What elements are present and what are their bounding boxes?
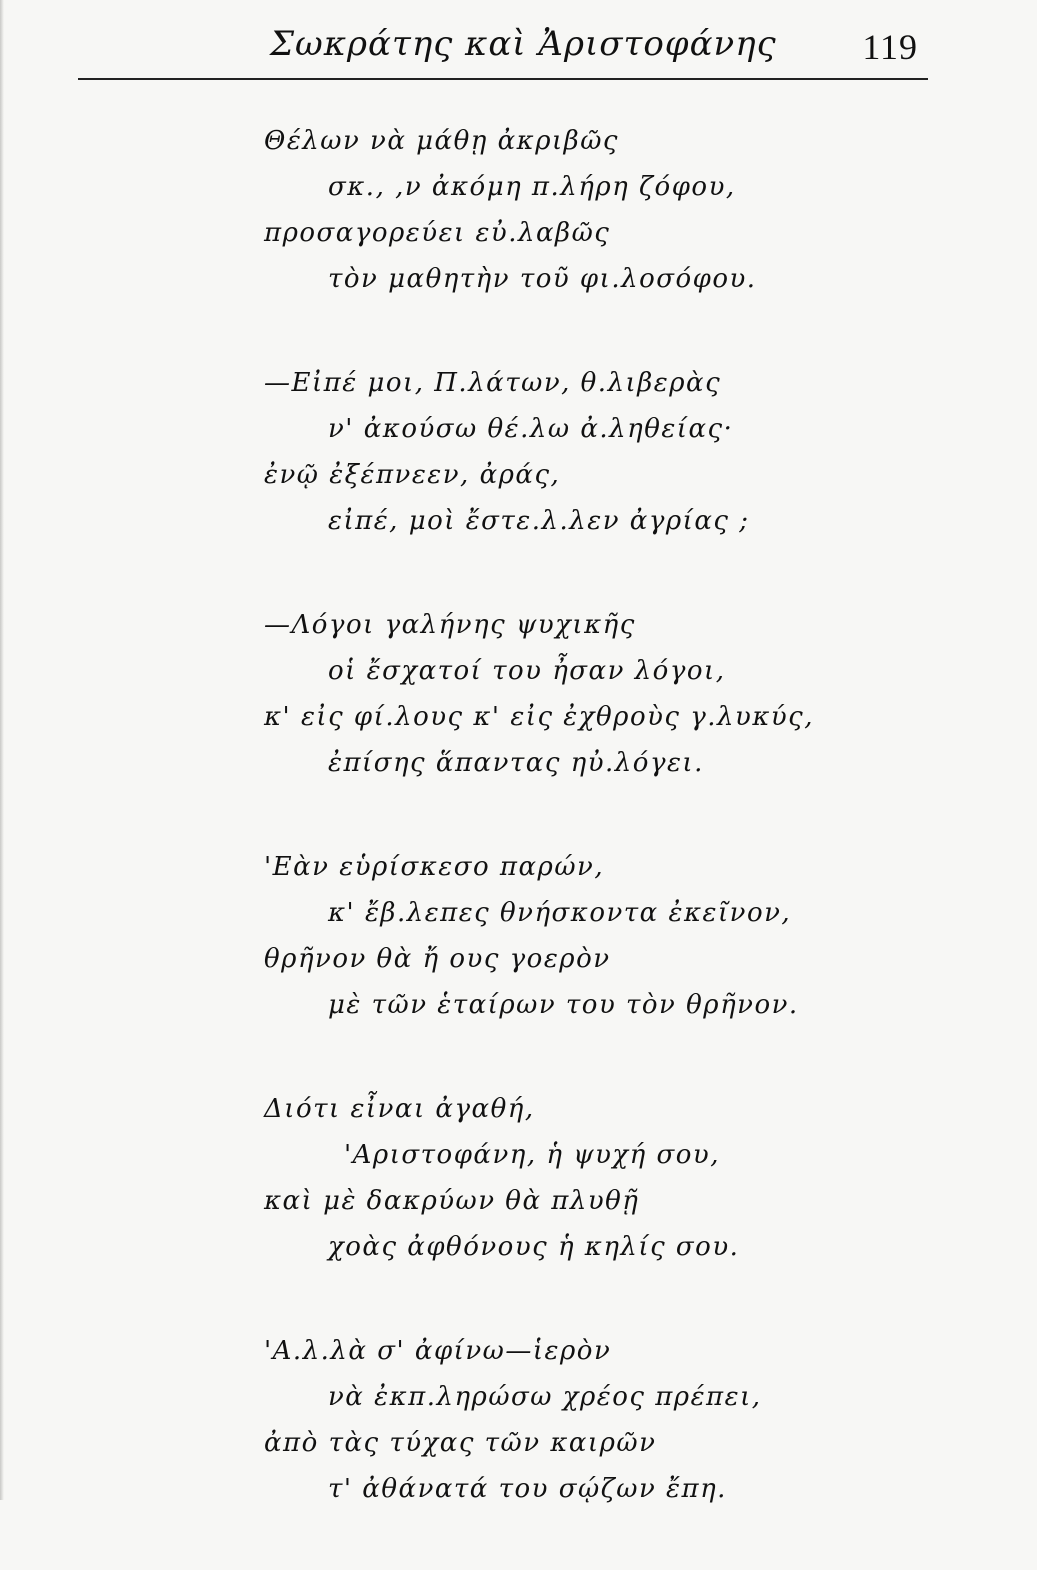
page-edge-shadow bbox=[0, 0, 4, 1500]
poem-line: ν' ἀκούσω θέ.λω ἀ.ληθείας· bbox=[328, 414, 734, 444]
stanza bbox=[264, 1328, 884, 1512]
stanza bbox=[264, 118, 884, 302]
poem-line: νὰ ἐκπ.ληρώσω χρέος πρέπει, bbox=[328, 1382, 762, 1412]
poem-line: χοὰς ἀφθόνους ἡ κηλίς σου. bbox=[328, 1232, 740, 1262]
poem-line: —Λόγοι γαλήνης ψυχικῆς bbox=[264, 610, 636, 640]
poem-line: ἐνῷ ἐξέπνεεν, ἀράς, bbox=[264, 460, 561, 490]
header-rule bbox=[78, 78, 928, 80]
poem-line: ἀπὸ τὰς τύχας τῶν καιρῶν bbox=[264, 1428, 657, 1458]
poem-line: 'Εὰν εὑρίσκεσο παρών, bbox=[264, 852, 605, 882]
running-title: Σωκράτης καὶ Ἀριστοφάνης bbox=[270, 24, 777, 64]
poem-line: 'Αριστοφάνη, ἡ ψυχή σου, bbox=[344, 1140, 720, 1170]
poem-line: καὶ μὲ δακρύων θὰ πλυθῇ bbox=[264, 1186, 640, 1216]
poem-line: εἰπέ, μοὶ ἔστε.λ.λεν ἀγρίας ; bbox=[328, 506, 750, 536]
poem-line: σκ., ,ν ἀκόμη π.λήρη ζόφου, bbox=[328, 172, 736, 202]
poem-line: —Εἰπέ μοι, Π.λάτων, θ.λιβερὰς bbox=[264, 368, 722, 398]
poem-line: κ' ἔβ.λεπες θνήσκοντα ἐκεῖνον, bbox=[328, 898, 792, 928]
stanza bbox=[264, 360, 884, 544]
stanza bbox=[264, 602, 884, 786]
running-header bbox=[270, 24, 930, 74]
poem-line: τ' ἀθάνατά του σῴζων ἔπη. bbox=[328, 1474, 727, 1504]
poem-line: Θέλων νὰ μάθῃ ἀκριβῶς bbox=[264, 126, 619, 156]
poem-line: οἱ ἔσχατοί του ἦσαν λόγοι, bbox=[328, 656, 726, 686]
poem-line: Διότι εἶναι ἀγαθή, bbox=[264, 1094, 535, 1124]
poem-line: τὸν μαθητὴν τοῦ φι.λοσόφου. bbox=[328, 264, 757, 294]
stanza bbox=[264, 844, 884, 1028]
poem-line: ἐπίσης ἅπαντας ηὐ.λόγει. bbox=[328, 748, 704, 778]
page-number: 119 bbox=[862, 27, 918, 67]
poem bbox=[264, 118, 884, 1570]
poem-line: προσαγορεύει εὐ.λαβῶς bbox=[264, 218, 611, 248]
poem-line: θρῆνον θὰ ἤ ους γοερὸν bbox=[264, 944, 611, 974]
poem-line: κ' εἰς φί.λους κ' εἰς ἐχθροὺς γ.λυκύς, bbox=[264, 702, 814, 732]
poem-line: 'Α.λ.λὰ σ' ἀφίνω—ἱερὸν bbox=[264, 1336, 612, 1366]
poem-line: μὲ τῶν ἑταίρων του τὸν θρῆνον. bbox=[328, 990, 799, 1020]
stanza bbox=[264, 1086, 884, 1270]
